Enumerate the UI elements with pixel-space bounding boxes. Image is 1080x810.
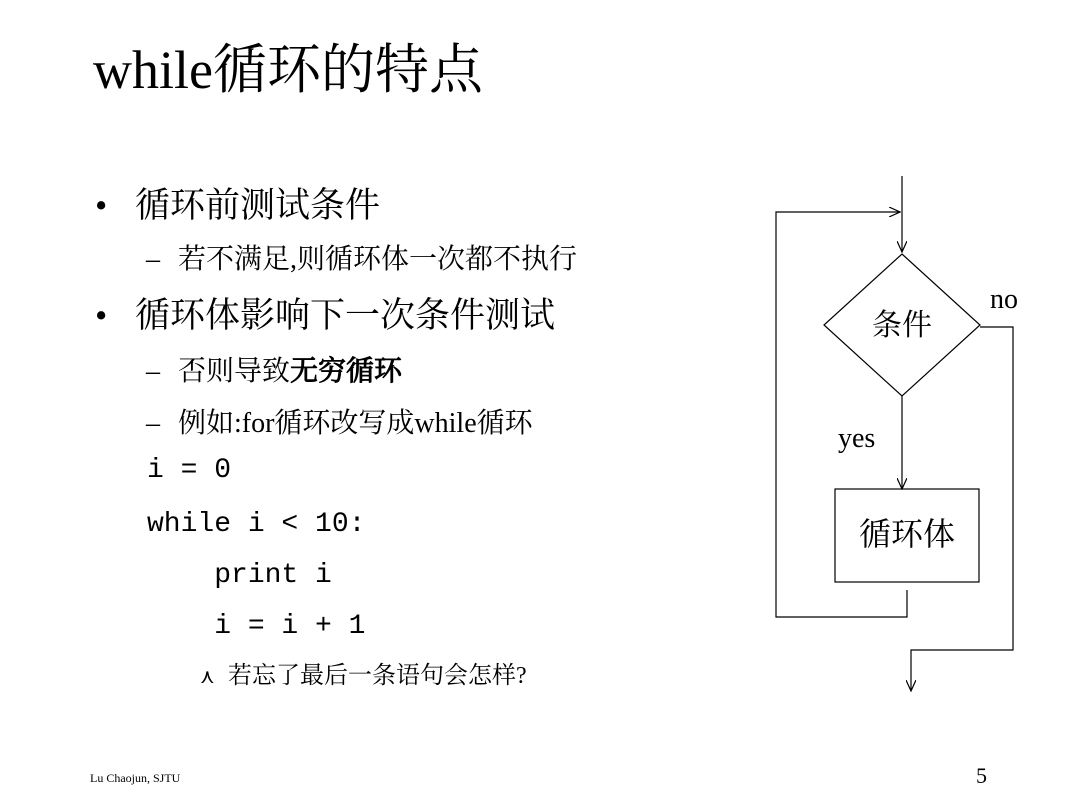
sub-bullet-dash: – [146,244,160,275]
loop-body-label: 循环体 [858,516,956,552]
bullet-dot: • [95,186,108,225]
footer-author: Lu Chaojun, SJTU [90,771,181,785]
sub-bullet-text: 否则导致 [178,356,291,387]
code-line: i = i + 1 [147,611,366,642]
code-line: print i [147,560,332,591]
sub-bullet-dash: – [146,356,160,387]
flow-loop-back-arrow [776,212,907,617]
slide-title: while循环的特点 [93,40,483,100]
yes-label: yes [838,423,876,454]
bullet-dot: • [95,296,108,335]
code-line: i = 0 [147,455,232,486]
no-exit-arrow [911,327,1013,691]
sub-bullet-text: 若不满足,则循环体一次都不执行 [178,244,578,275]
caret-icon: ⋏ [200,664,215,688]
sub-bullet-text: 例如:for循环改写成while循环 [178,408,533,439]
note-text: 若忘了最后一条语句会怎样? [228,663,527,689]
bullet-text: 循环前测试条件 [135,186,381,225]
page-number: 5 [976,763,987,788]
sub-bullet-dash: – [146,408,160,439]
bullet-text: 循环体影响下一次条件测试 [135,296,556,335]
code-line: while i < 10: [147,509,366,540]
condition-label: 条件 [872,309,932,342]
no-label: no [990,284,1018,315]
emphasis-text: 无穷循环 [290,356,403,387]
